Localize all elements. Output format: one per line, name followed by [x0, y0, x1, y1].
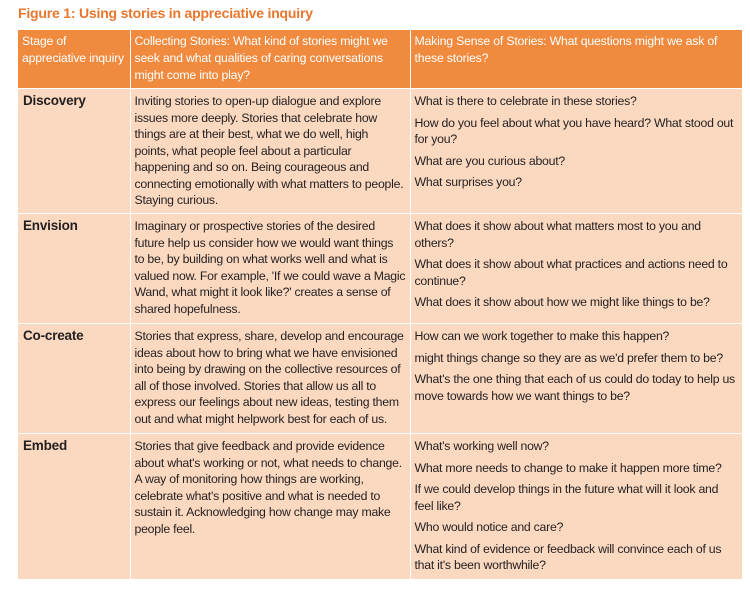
header-stage: Stage of appreciative inquiry — [18, 30, 130, 89]
header-making-sense: Making Sense of Stories: What questions might we ask of these stories? — [410, 30, 742, 89]
stage-cell: Co-create — [18, 324, 130, 434]
appreciative-inquiry-table — [18, 30, 742, 579]
collecting-cell: Stories that express, share, develop and encourage ideas about how to bring what we have envisioned into being by drawing on the collective resources of all of those involved. Stories that allow us all to express our feelings about new ideas, testing them out and what might helpwork best for each of us. — [130, 324, 410, 434]
question-item: What are you curious about? — [414, 153, 565, 168]
question-item: What does it show about what practices and actions need to continue? — [414, 257, 728, 288]
collecting-cell: Inviting stories to open-up dialogue and explore issues more deeply. Stories that celebrate how things are at their best, what we do well, high points, what people feel about a particular happening and so on. Being courageous and connecting emotionally with what matters to people. Staying curious. — [130, 89, 410, 214]
question-item: What kind of evidence or feedback will convince each of us that it's been worthwhile? — [414, 541, 722, 572]
stage-cell: Envision — [18, 214, 130, 324]
collecting-cell: Imaginary or prospective stories of the desired future help us consider how we would want things to be, by building on what works well and what is valued now. For example, 'If we could wave a Magic Wand, what might it look like?' creates a sense of shared hopefulness. — [130, 214, 410, 324]
question-item: What's working well now? — [414, 439, 549, 453]
question-item: If we could develop things in the future what will it look and feel like? — [414, 482, 719, 513]
question-item: Who would notice and care? — [414, 520, 564, 534]
question-item: What's the one thing that each of us could do today to help us move towards how we want things to be? — [414, 372, 735, 403]
collecting-cell: Stories that give feedback and provide evidence about what's working or not, what needs to change. A way of monitoring how things are working, celebrate what's positive and what is needed to sustain it. Acknowledging how change may make people feel. — [130, 434, 410, 579]
question-item: What does it show about what matters most to you and others? — [414, 219, 701, 250]
questions-cell — [410, 434, 742, 579]
figure-title: Figure 1: Using stories in appreciative inquiry — [18, 5, 313, 21]
table-row-envision — [18, 214, 742, 324]
question-item: What more needs to change to make it happen more time? — [414, 460, 722, 475]
questions-cell — [410, 214, 742, 324]
question-item: might things change so they are as we'd prefer them to be? — [414, 350, 723, 365]
stage-cell: Embed — [18, 434, 130, 579]
questions-cell — [410, 324, 742, 434]
table-row-embed — [18, 434, 742, 579]
stage-cell: Discovery — [18, 89, 130, 214]
header-row — [18, 30, 742, 89]
question-item: What is there to celebrate in these stories? — [414, 94, 637, 108]
table-row-discovery — [18, 89, 742, 214]
question-item: What surprises you? — [414, 175, 522, 189]
table-row-co-create — [18, 324, 742, 434]
questions-cell — [410, 89, 742, 214]
question-item: How do you feel about what you have heard? What stood out for you? — [414, 115, 734, 146]
header-collecting-stories: Collecting Stories: What kind of stories might we seek and what qualities of caring conversations might come into play? — [130, 30, 410, 89]
question-item: What does it show about how we might like things to be? — [414, 295, 710, 309]
question-item: How can we work together to make this happen? — [414, 329, 670, 343]
